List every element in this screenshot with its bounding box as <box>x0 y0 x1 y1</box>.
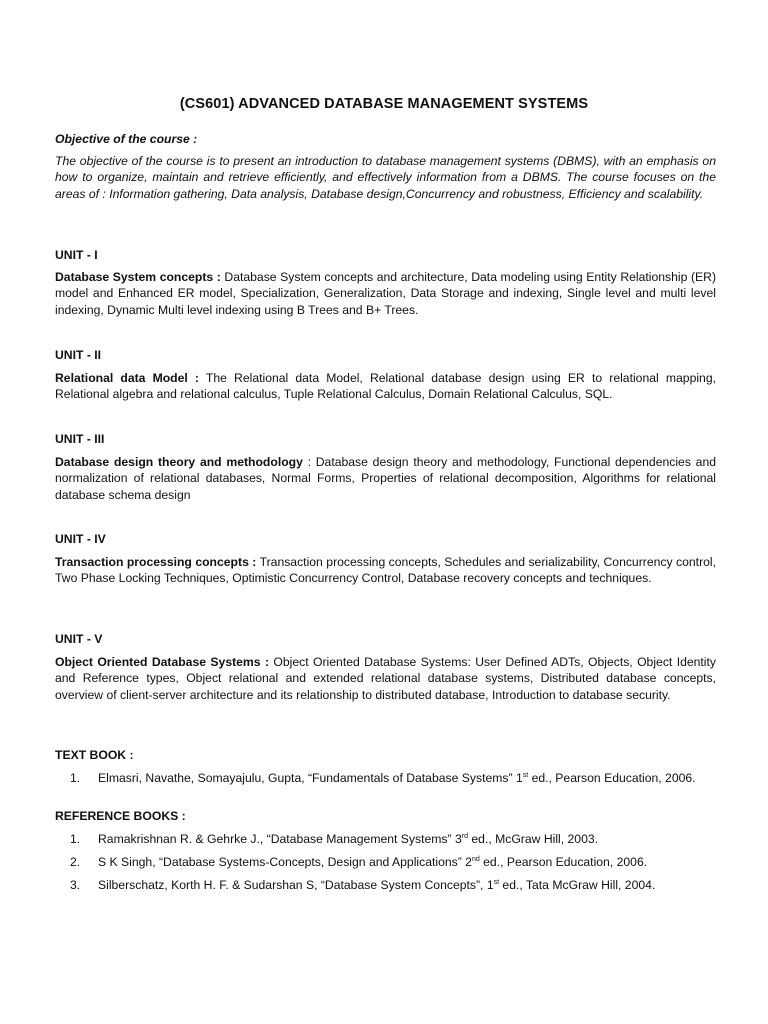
unit-4-text: Transaction processing concepts, Schedules and serializability, Concurrency control, Two Phase Locking Techniques, Optimistic Concurrency Control, Database recovery concepts and techniques. <box>55 555 716 586</box>
reference-item <box>55 831 716 849</box>
list-text: S K Singh, “Database Systems-Concepts, Design and Applications” 2nd ed., Pearson Education, 2006. <box>98 855 648 869</box>
list-number: 3. <box>70 878 81 892</box>
unit-4-body <box>55 554 716 587</box>
unit-5-body <box>55 654 716 703</box>
list-number: 1. <box>70 771 81 785</box>
list-text: Elmasri, Navathe, Somayajulu, Gupta, “Fundamentals of Database Systems” 1st ed., Pearson Education, 2006. <box>98 771 696 785</box>
objective-text: The objective of the course is to present an introduction to database management systems (DBMS), with an emphasis on how to organize, maintain and retrieve efficiently, and effectively information from a DBMS. The course focuses on the areas of : Information gathering, Data analysis, Database design,Concurrency and robustness, Efficiency and scalability. <box>55 154 716 201</box>
unit-5-heading: UNIT - V <box>55 632 103 646</box>
list-text: Silberschatz, Korth H. F. & Sudarshan S, “Database System Concepts”, 1st ed., Tata McGraw Hill, 2004. <box>98 878 656 892</box>
list-number: 1. <box>70 832 81 846</box>
unit-5-text: Object Oriented Database Systems: User Defined ADTs, Objects, Object Identity and Reference types, Object relational and extended relational database systems, Distributed database concepts, overview of client-server architecture and its relationship to distributed database, Introduction to database security. <box>55 655 716 702</box>
unit-4-topic: Transaction processing concepts : <box>55 555 257 569</box>
unit-1-text: Database System concepts and architecture, Data modeling using Entity Relationship (ER) model and Enhanced ER model, Specialization, Generalization, Data Storage and indexing, Single level and multi level indexing, Dynamic Multi level indexing using B Trees and B+ Trees. <box>55 270 717 317</box>
unit-1-topic: Database System concepts : <box>55 270 221 284</box>
list-text: Ramakrishnan R. & Gehrke J., “Database Management Systems” 3rd ed., McGraw Hill, 2003. <box>98 832 599 846</box>
text-book-item <box>55 770 716 804</box>
unit-2-heading: UNIT - II <box>55 348 102 362</box>
objective-heading: Objective of the course : <box>55 132 198 146</box>
unit-2-topic: Relational data Model : <box>55 371 199 385</box>
unit-3-body <box>55 454 716 503</box>
reference-books-heading: REFERENCE BOOKS : <box>55 809 186 823</box>
unit-1-body <box>55 269 716 318</box>
text-book-heading: TEXT BOOK : <box>55 748 134 762</box>
unit-2-text: The Relational data Model, Relational database design using ER to relational mapping, Relational algebra and relational calculus, Tuple Relational Calculus, Domain Relational Calculus, SQL. <box>55 371 716 402</box>
unit-3-text: : Database design theory and methodology, Functional dependencies and normalization of relational databases, Normal Forms, Properties of relational decomposition, Algorithms for relational database schema design <box>55 455 716 502</box>
unit-2-body <box>55 370 716 403</box>
unit-3-topic: Database design theory and methodology <box>55 455 303 469</box>
reference-item <box>55 854 716 872</box>
unit-4-heading: UNIT - IV <box>55 532 106 546</box>
unit-3-heading: UNIT - III <box>55 432 105 446</box>
reference-item <box>55 877 716 895</box>
unit-5-topic: Object Oriented Database Systems : <box>55 655 269 669</box>
list-number: 2. <box>70 855 81 869</box>
unit-1-heading: UNIT - I <box>55 248 98 262</box>
page-title: (CS601) ADVANCED DATABASE MANAGEMENT SYSTEMS <box>179 96 589 112</box>
